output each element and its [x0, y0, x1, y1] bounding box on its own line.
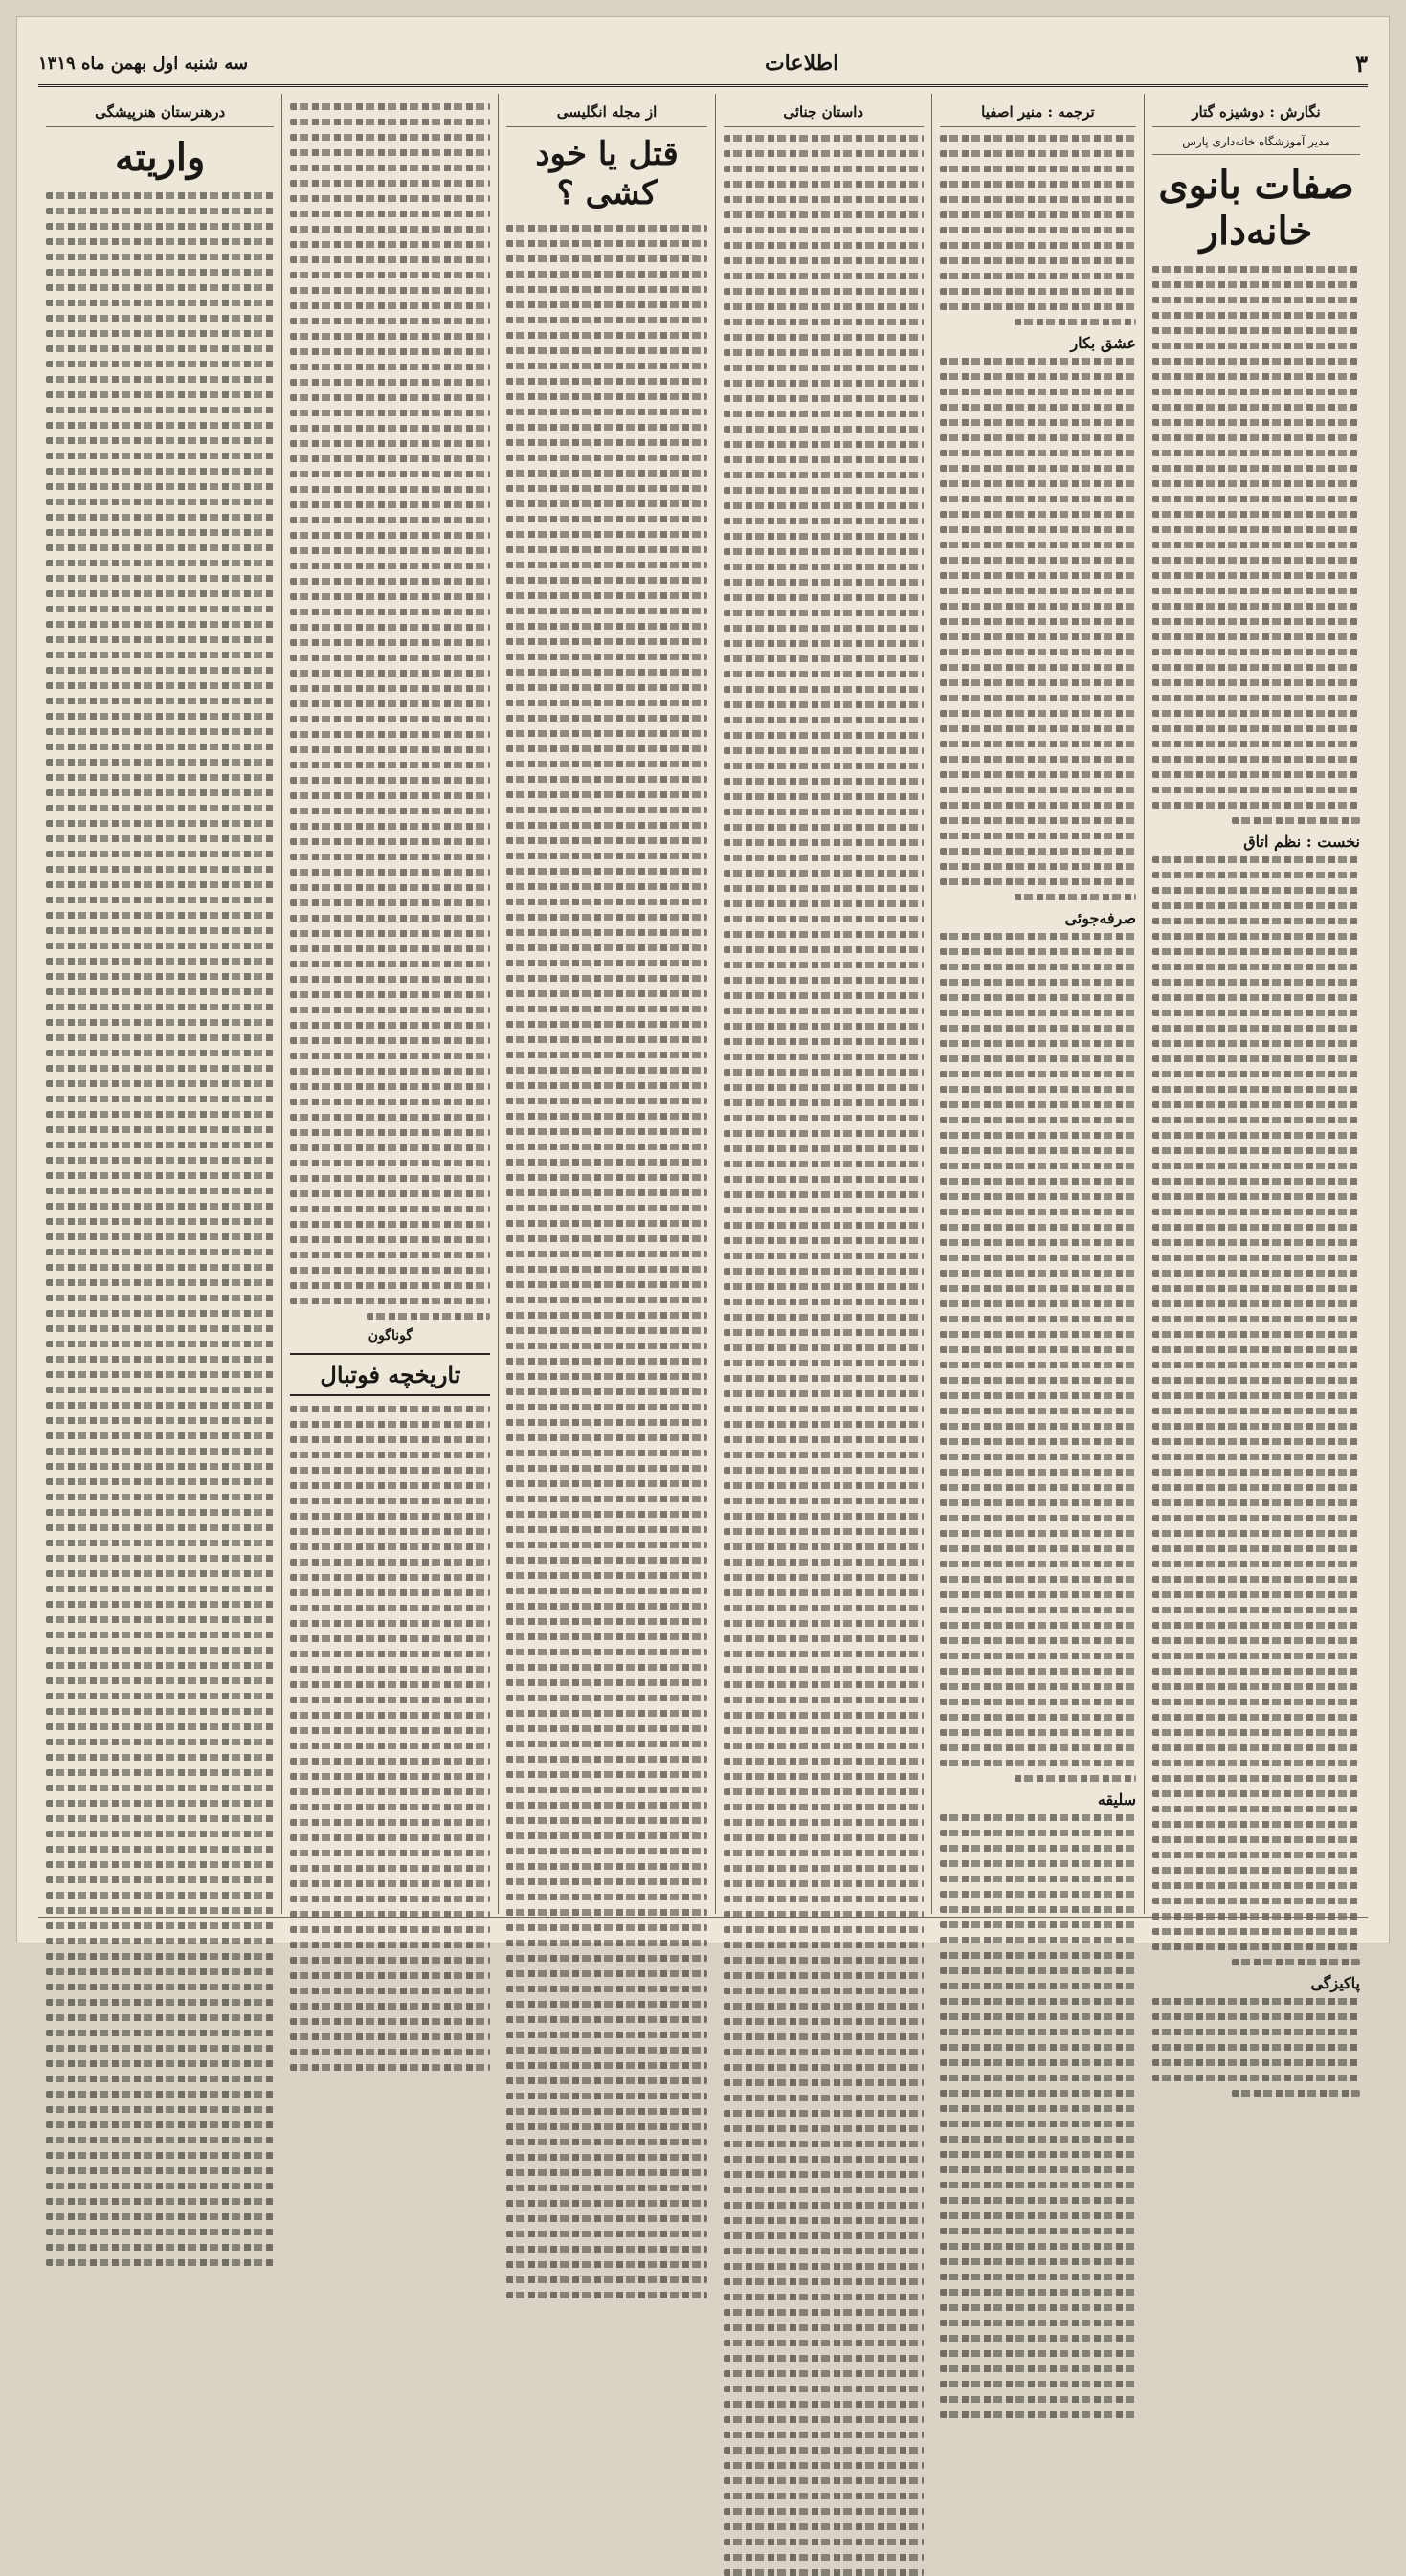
column-2-text-a	[940, 135, 1136, 325]
column-4-text-a	[506, 225, 706, 2298]
columns	[38, 94, 1368, 1992]
column-1-byline-sub: مدیر آموزشگاه خانه‌داری پارس	[1152, 135, 1360, 155]
column-2-subhead-1: عشق بکار	[1070, 334, 1137, 352]
column-2-text-d	[940, 1814, 1136, 2418]
column-5-box-label: گوناگون	[368, 1328, 413, 1344]
masthead	[38, 42, 1368, 87]
column-6	[38, 94, 281, 1914]
column-1-text-b	[1152, 856, 1360, 1965]
column-2-text-c	[940, 933, 1136, 1782]
column-1-text-a	[1152, 266, 1360, 824]
column-3-headline: قتل یا خود کشی ؟	[535, 135, 679, 212]
column-5-text-a	[290, 103, 490, 1320]
column-2	[931, 94, 1144, 1914]
column-2-subhead-2: صرفه‌جوئی	[1064, 909, 1137, 927]
column-1-byline: نگارش : دوشیزه گتار	[1152, 103, 1360, 127]
page-footer	[38, 1917, 1368, 1937]
column-5-box-title: تاریخچه فوتبال	[290, 1353, 490, 1396]
newspaper-page	[17, 17, 1389, 1992]
column-2-subhead-3: سلیقه	[1097, 1790, 1137, 1809]
column-6-headline: واریته	[114, 135, 206, 180]
date-line: سه شنبه اول بهمن ماه ۱۳۱۹	[38, 53, 249, 74]
column-2-byline: ترجمه : منیر اصفیا	[940, 103, 1136, 127]
paper-name: اطلاعات	[764, 51, 839, 76]
column-1-text-c	[1152, 1998, 1360, 2097]
column-6-text-a	[46, 192, 274, 2266]
column-1-subhead-2: پاکیزگی	[1310, 1974, 1360, 1992]
column-3-byline: داستان جنائی	[724, 103, 924, 127]
column-3	[715, 94, 931, 1914]
page-number: ۳	[1355, 49, 1368, 78]
column-1	[1144, 94, 1368, 1992]
column-6-byline: درهنرستان هنرپیشگی	[46, 103, 274, 127]
column-3-text-a	[724, 135, 924, 2576]
column-5	[281, 94, 498, 1914]
column-5-text-b	[290, 1406, 490, 2071]
column-1-headline: صفات بانوی خانه‌دار	[1158, 163, 1354, 254]
column-2-text-b	[940, 358, 1136, 900]
column-1-subhead-1: نخست : نظم اتاق	[1243, 833, 1360, 851]
column-4	[498, 94, 714, 1914]
column-4-byline: از مجله انگلیسی	[506, 103, 706, 127]
